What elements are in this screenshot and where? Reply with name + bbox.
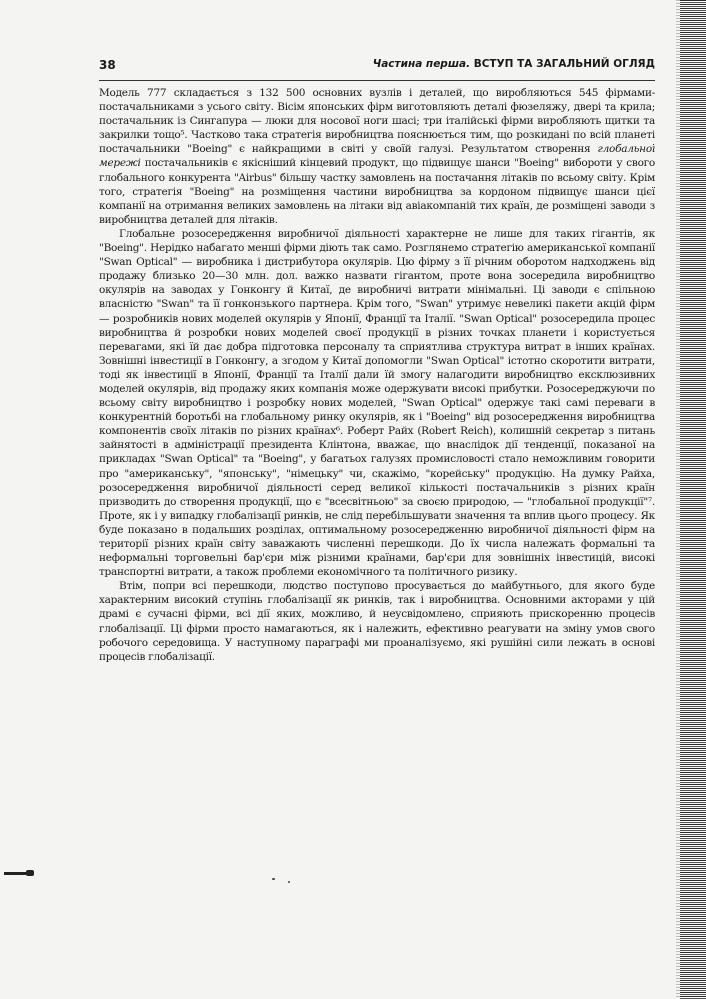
paragraph [99, 86, 655, 227]
scan-page-edges [680, 0, 706, 999]
body-text [99, 86, 655, 776]
page-header [99, 58, 655, 81]
binding-mark [4, 872, 26, 875]
text-run: постачальників є якісніший кінцевий продукт, що підвищує шанси "Boeing" вибороти у свого глобального конкурента "Airbus" більшу частку замовлень на постачання літаків по всьому світу. Крім того, стратегія "Boeing" на розміщення частини виробництва за кордоном підвищує шанси цієї компанії на отримання великих замовлень на літаки від авіакомпаній тих країн, де розміщені заводи з виробництва деталей для літаків. [99, 157, 655, 226]
running-head-title: ВСТУП ТА ЗАГАЛЬНИЙ ОГЛЯД [473, 58, 655, 70]
running-head-part: Частина перша. [372, 58, 471, 70]
scan-speck [272, 878, 275, 880]
page-number: 38 [99, 58, 116, 72]
italic-term: глобальної мережі [99, 143, 655, 170]
text-run: Модель 777 складається з 132 500 основних вузлів і деталей, що виробляються 545 фірмами-постачальниками з усього світу. Вісім японських фірм виготовляють деталі фюзеляжу, двері та крила; постачальник із Сингапура — люки для носової ноги шасі; три італійські фірми виробляють щитки та закрилки тощо⁵. Частково така стратегія виробництва пояснюється тим, що розкидані по всій планеті постачальники "Boeing" є найкращими в світі у своїй галузі. Результатом створення [99, 87, 655, 156]
scan-speck [288, 881, 290, 883]
paragraph [99, 579, 655, 664]
text-run: Глобальне розосередження виробничої діяльності характерне не лише для таких гігантів, як "Boeing". Нерідко набагато менші фірми діють так само. Розглянемо стратегію американської компанії "Swan Optical" — виробника і дистрибутора окулярів. Цю фірму з її річним оборотом надходжень від продажу близько 20—30 млн. дол. важко назвати гігантом, проте вона зосередила виробництво окулярів на заводах у Гонконгу й Китаї, де виробничі витрати мінімальні. Ці заводи є спільною власністю "Swan" та її гонконзького партнера. Крім того, "Swan" утримує невеликі пакети акцій фірм — розробників нових моделей окулярів у Японії, Франції та Італії. "Swan Optical" розосередила процес виробництва й розробки нових моделей своєї продукції в різних точках планети і користується перевагами, які їй дає добра підготовка персоналу та сприятлива структура витрат в інших країнах. Зовнішні інвестиції в Гонконгу, а згодом у Китаї допомогли "Swan Optical" істотно скоротити витрати, тоді як інвестиції в Японії, Франції та Італії дали їй змогу налагодити виробництво ексклюзивних моделей окулярів, від продажу яких компанія може одержувати високі прибутки. Розосереджуючи по всьому світу виробництво і розробку нових моделей, "Swan Optical" одержує такі самі переваги в конкурентній боротьбі на глобальному ринку окулярів, як і "Boeing" від розосередження виробництва компонентів своїх літаків по різних країнах⁶. Роберт Райх (Robert Reich), колишній секретар з питань зайнятості в адміністрації президента Клінтона, вважає, що внаслідок дії тенденції, показаної на прикладах "Swan Optical" та "Boeing", у багатьох галузях промисловості стало неможливим говорити про "американську", "японську", "німецьку" чи, скажімо, "корейську" продукцію. На думку Райха, розосередження виробничої діяльності серед великої кількості постачальників з різних країн призводить до створення продукції, що є "всесвітньою" за своєю природою, — "глобальної продукції"⁷. Проте, як і у випадку глобалізації ринків, не слід перебільшувати значення та вплив цього процесу. Як буде показано в подальших розділах, оптимальному розосередженню виробничої діяльності фірм на території різних країн світу заважають численні перешкоди. До їх числа належать формальні та неформальні торговельні бар'єри між різними країнами, бар'єри для зовнішніх інвестицій, високі транспортні витрати, а також проблеми економічного та політичного ризику. [99, 227, 655, 579]
text-run: Втім, попри всі перешкоди, людство поступово просувається до майбутнього, для якого буде характерним високий ступінь глобалізації як ринків, так і виробництва. Основними акторами у цій драмі є сучасні фірми, всі дії яких, можливо, й неусвідомлено, сприяють прискоренню процесів глобалізації. Ці фірми просто намагаються, як і належить, ефективно реагувати на зміну умов свого робочого середовища. У наступному параграфі ми проаналізуємо, які рушійні сили лежать в основі процесів глобалізації. [99, 580, 655, 663]
running-head [373, 58, 655, 70]
paragraph [99, 227, 655, 579]
